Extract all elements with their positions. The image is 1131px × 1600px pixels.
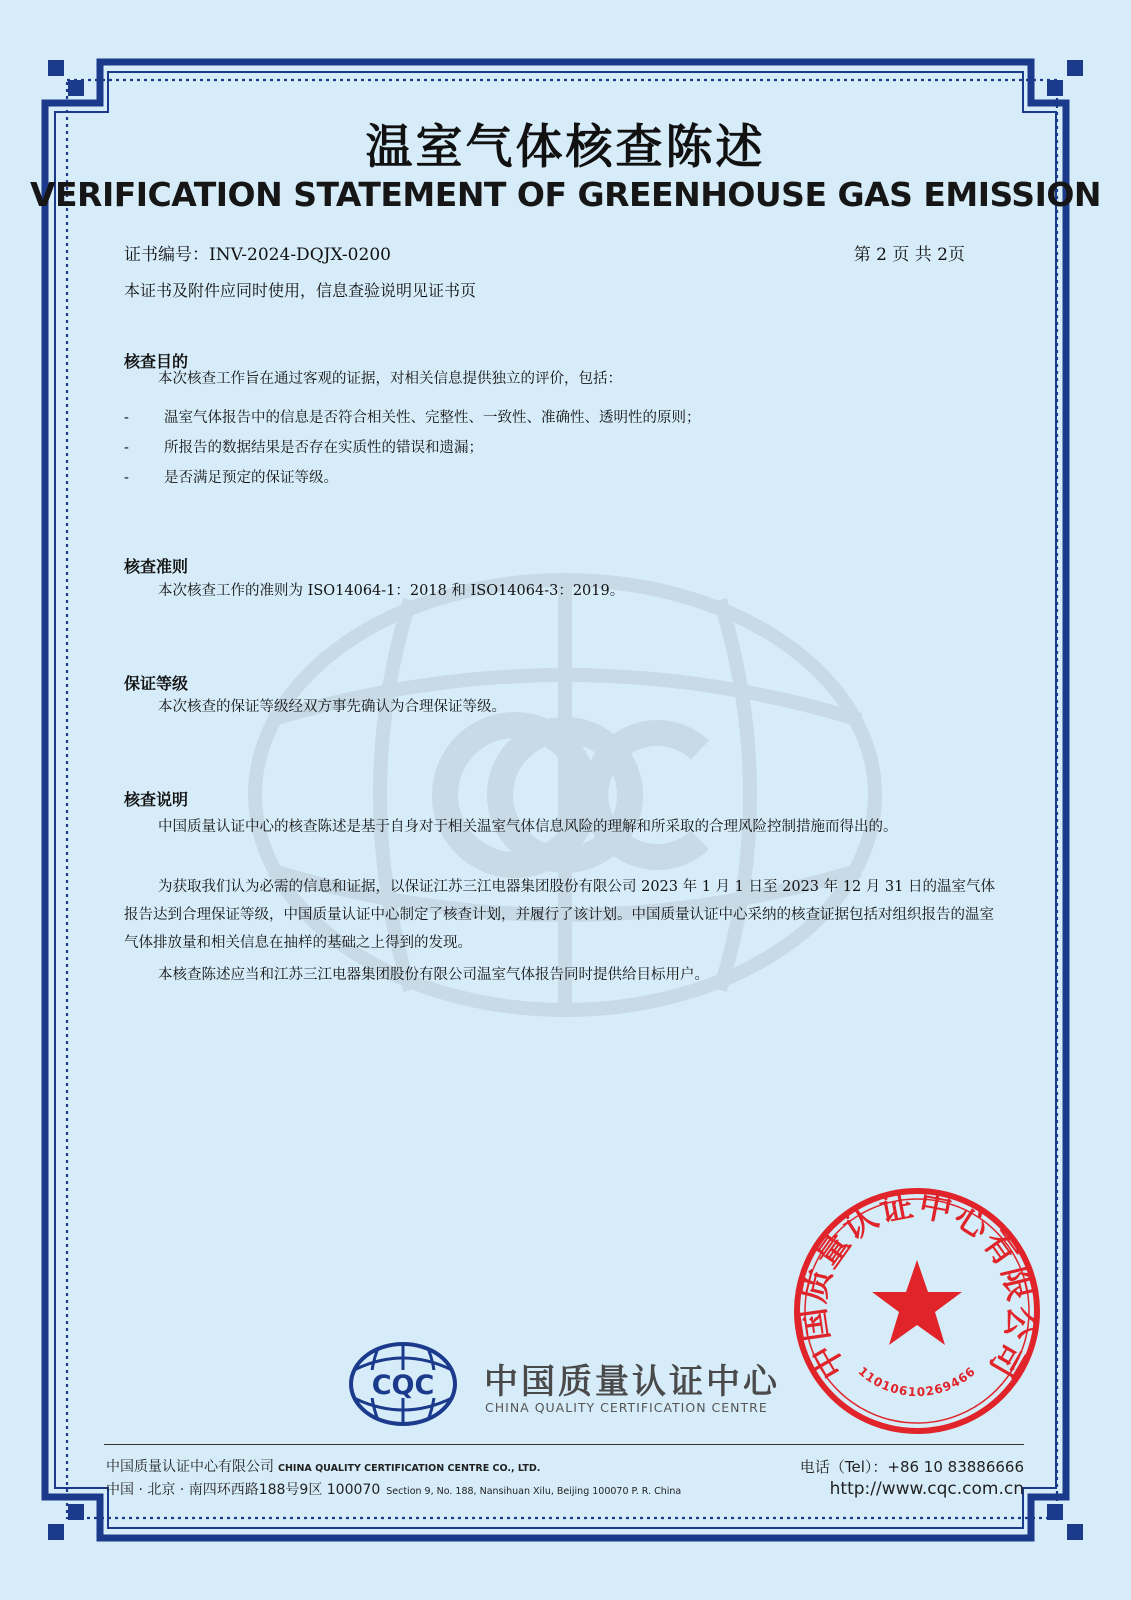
seal-ring-text: 中国质量认证中心有限公司 <box>792 1186 1042 1386</box>
purpose-intro: 本次核查工作旨在通过客观的证据，对相关信息提供独立的评价，包括： <box>158 371 622 387</box>
logo-name-english: CHINA QUALITY CERTIFICATION CENTRE <box>485 1400 768 1415</box>
section-title-assurance: 保证等级 <box>124 674 189 693</box>
cqc-logo-text: CQC <box>371 1370 435 1401</box>
cqc-logo-icon <box>348 1340 458 1428</box>
certificate-number-value: INV-2024-DQJX-0200 <box>209 245 391 265</box>
footer-org-chinese: 中国质量认证中心有限公司 <box>106 1459 274 1475</box>
explanation-paragraph: 中国质量认证中心的核查陈述是基于自身对于相关温室气体信息风险的理解和所采取的合理风险控制措施而得出的。 <box>158 819 898 835</box>
usage-note: 本证书及附件应同时使用，信息查验说明见证书页 <box>124 281 477 300</box>
criteria-text: 本次核查工作的准则为 ISO14064-1：2018 和 ISO14064-3：2019。 <box>158 583 625 599</box>
footer-website-link[interactable]: http://www.cqc.com.cn <box>829 1479 1024 1499</box>
footer-telephone: 电话（Tel）：+86 10 83886666 <box>799 1458 1024 1476</box>
logo-name-chinese: 中国质量认证中心 <box>484 1362 780 1402</box>
seal-star-icon <box>872 1260 962 1345</box>
purpose-bullet: - 是否满足预定的保证等级。 <box>124 470 338 486</box>
section-title-explanation: 核查说明 <box>124 790 189 809</box>
purpose-bullet-text: 是否满足预定的保证等级。 <box>164 470 338 486</box>
page-indicator: 第 2 页 共 2页 <box>853 245 965 265</box>
purpose-bullet-text: 温室气体报告中的信息是否符合相关性、完整性、一致性、准确性、透明性的原则； <box>164 410 701 426</box>
purpose-bullet-text: 所报告的数据结果是否存在实质性的错误和遗漏； <box>164 440 483 456</box>
cqc-globe-watermark <box>230 560 900 1030</box>
footer-address-chinese: 中国 · 北京 · 南四环西路188号9区 100070 <box>106 1482 381 1498</box>
section-title-criteria: 核查准则 <box>124 557 189 576</box>
svg-text:1101061026946​6 <box>856 1364 979 1399</box>
footer-divider <box>104 1444 1024 1445</box>
document-title-chinese: 温室气体核查陈述 <box>365 120 766 175</box>
footer-address <box>106 1479 681 1499</box>
section-title-purpose: 核查目的 <box>124 352 189 371</box>
purpose-bullet: - 所报告的数据结果是否存在实质性的错误和遗漏； <box>124 440 483 456</box>
explanation-paragraph: 本核查陈述应当和江苏三江电器集团股份有限公司温室气体报告同时提供给目标用户。 <box>158 967 709 983</box>
purpose-bullet: - 温室气体报告中的信息是否符合相关性、完整性、一致性、准确性、透明性的原则； <box>124 410 701 426</box>
explanation-paragraph: 为获取我们认为必需的信息和证据，以保证江苏三江电器集团股份有限公司 2023 年 1 月 1 日至 2023 年 12 月 31 日的温室气体报告达到合理保证等级，中国质量认证中心制定了核查计划，并履行了该计划。中国质量认证中心采纳的核查证据包括对组织报告的温室气体排放量和相关信息在抽样的基础之上得到的发现。 <box>124 879 995 951</box>
seal-code: 1101061026946​6 <box>855 1363 979 1400</box>
assurance-text: 本次核查的保证等级经双方事先确认为合理保证等级。 <box>158 699 506 715</box>
footer-address-english: Section 9, No. 188, Nansihuan Xilu, Beijing 100070 P. R. China <box>386 1486 682 1497</box>
official-seal <box>792 1186 1042 1436</box>
footer-organization <box>106 1456 540 1476</box>
footer-org-english: CHINA QUALITY CERTIFICATION CENTRE CO., LTD. <box>278 1463 541 1474</box>
document-title-english: VERIFICATION STATEMENT OF GREENHOUSE GAS EMISSION <box>29 175 1102 214</box>
certificate-number-label: 证书编号： <box>124 245 209 265</box>
certificate-number <box>124 240 391 265</box>
